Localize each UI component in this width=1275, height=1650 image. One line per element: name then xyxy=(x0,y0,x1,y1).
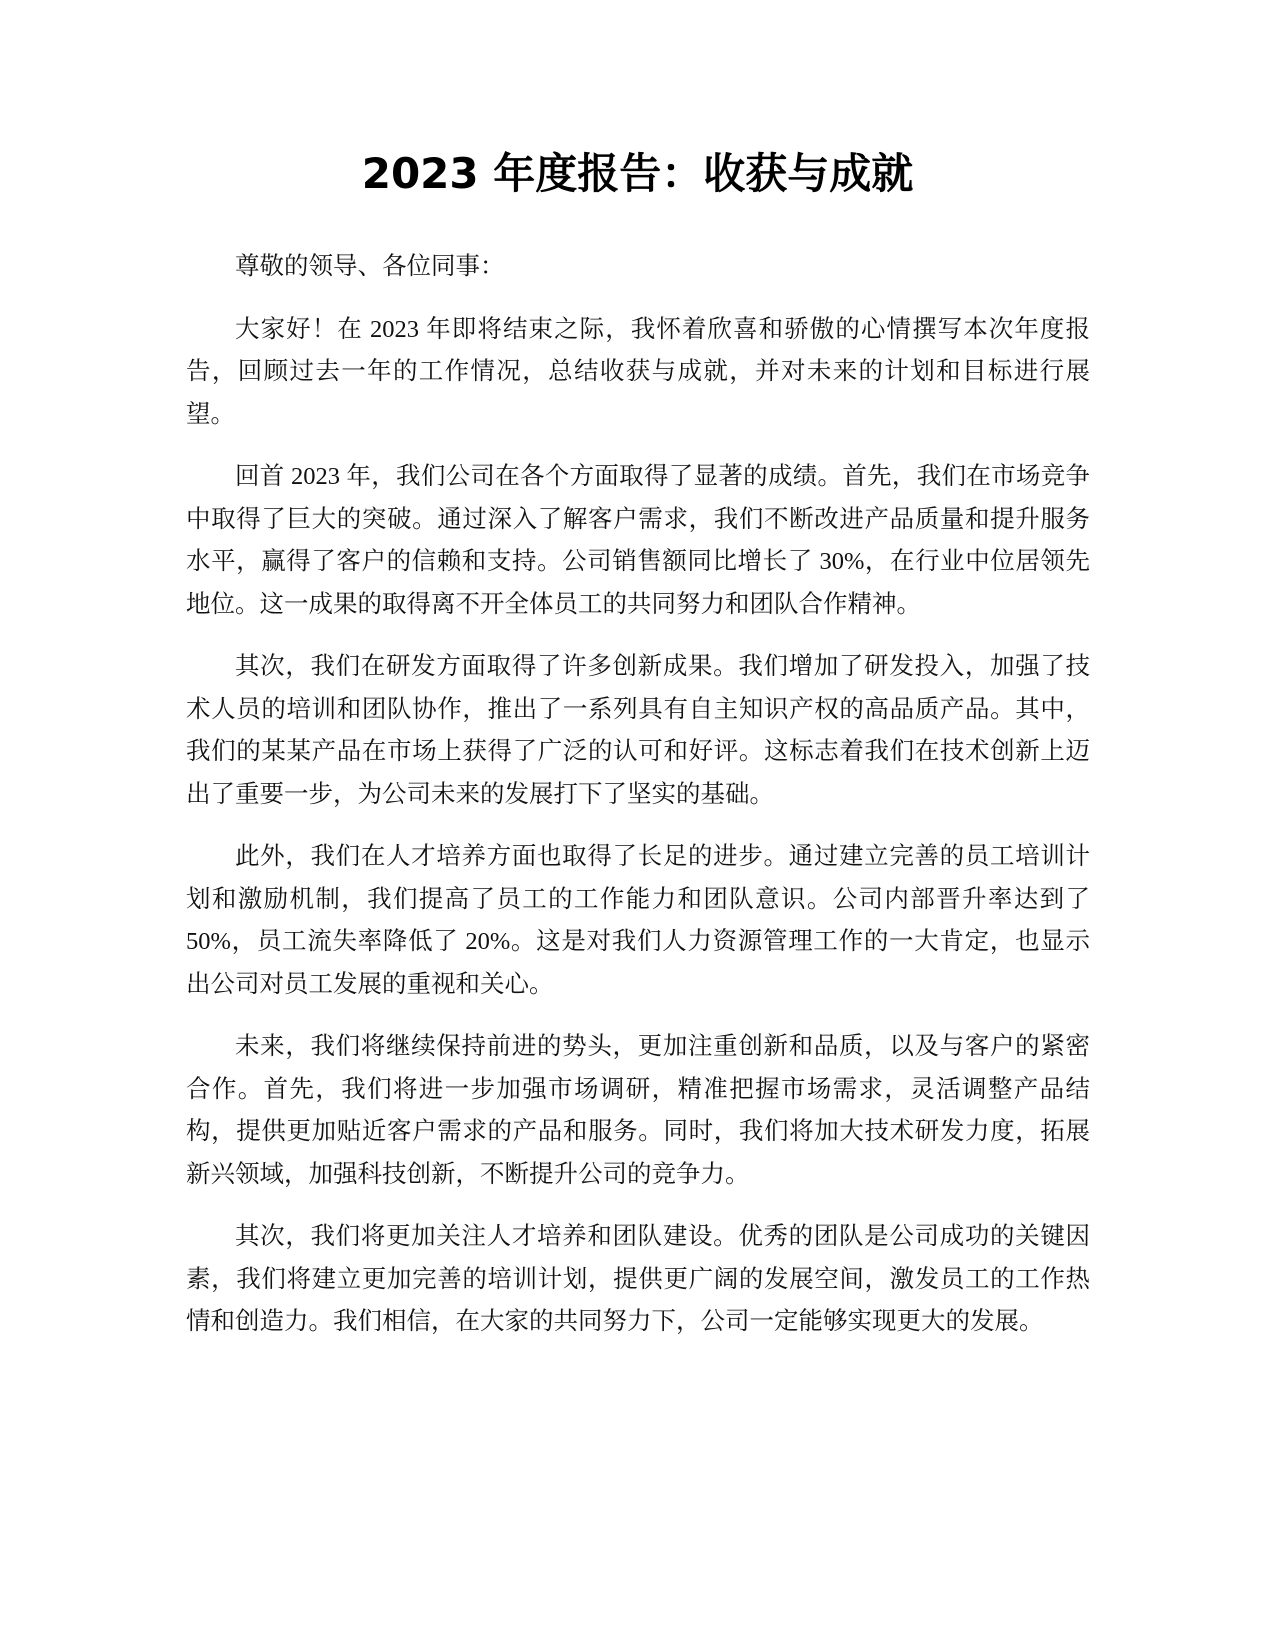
document-body xyxy=(186,246,1090,1364)
salutation-paragraph: 尊敬的领导、各位同事： xyxy=(235,253,505,280)
body-paragraph: 此外，我们在人才培养方面也取得了长足的进步。通过建立完善的员工培训计划和激励机制，我们提高了员工的工作能力和团队意识。公司内部晋升率达到了 50%，员工流失率降低了 20%。这是对我们人力资源管理工作的一大肯定，也显示出公司对员工发展的重视和关心。 xyxy=(186,843,1090,998)
body-paragraph: 未来，我们将继续保持前进的势头，更加注重创新和品质，以及与客户的紧密合作。首先，我们将进一步加强市场调研，精准把握市场需求，灵活调整产品结构，提供更加贴近客户需求的产品和服务。同时，我们将加大技术研发力度，拓展新兴领域，加强科技创新，不断提升公司的竞争力。 xyxy=(186,1033,1090,1188)
body-paragraph: 回首 2023 年，我们公司在各个方面取得了显著的成绩。首先，我们在市场竞争中取得了巨大的突破。通过深入了解客户需求，我们不断改进产品质量和提升服务水平，赢得了客户的信赖和支持。公司销售额同比增长了 30%，在行业中位居领先地位。这一成果的取得离不开全体员工的共同努力和团队合作精神。 xyxy=(186,463,1090,618)
document-title: 2023 年度报告：收获与成就 xyxy=(361,149,914,198)
body-paragraph: 其次，我们在研发方面取得了许多创新成果。我们增加了研发投入，加强了技术人员的培训和团队协作，推出了一系列具有自主知识产权的高品质产品。其中，我们的某某产品在市场上获得了广泛的认可和好评。这标志着我们在技术创新上迈出了重要一步，为公司未来的发展打下了坚实的基础。 xyxy=(186,653,1090,808)
body-paragraph: 大家好！在 2023 年即将结束之际，我怀着欣喜和骄傲的心情撰写本次年度报告，回顾过去一年的工作情况，总结收获与成就，并对未来的计划和目标进行展望。 xyxy=(186,315,1090,428)
body-paragraph: 其次，我们将更加关注人才培养和团队建设。优秀的团队是公司成功的关键因素，我们将建立更加完善的培训计划，提供更广阔的发展空间，激发员工的工作热情和创造力。我们相信，在大家的共同努力下，公司一定能够实现更大的发展。 xyxy=(186,1223,1090,1335)
